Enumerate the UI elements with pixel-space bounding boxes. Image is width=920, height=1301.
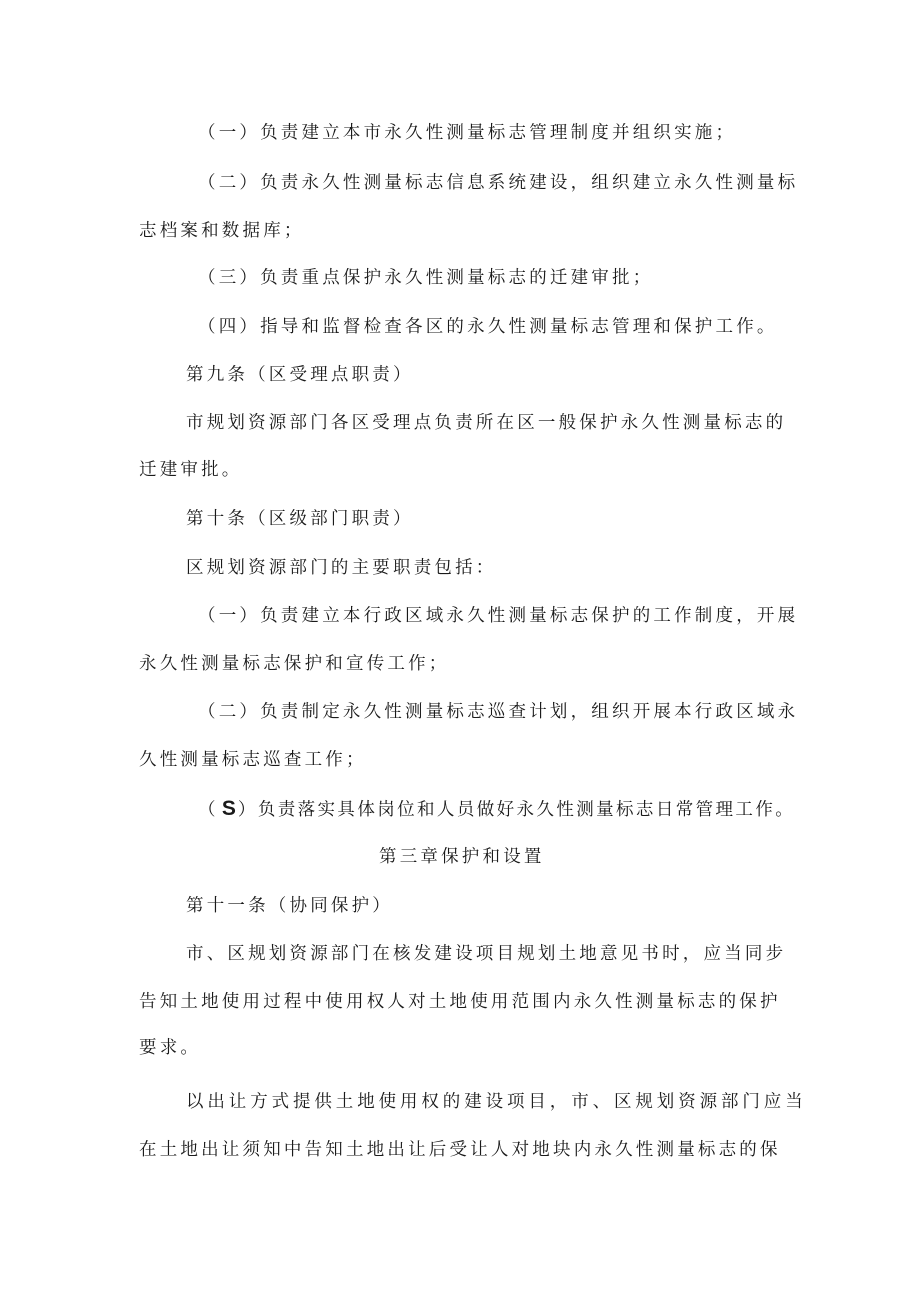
item-3-text: ）负责落实具体岗位和人员做好永久性测量标志日常管理工作。 bbox=[237, 800, 796, 820]
list-item-2-information-system: （二）负责永久性测量标志信息系统建设，组织建立永久性测量标 bbox=[198, 173, 799, 193]
item-3-open-paren: （ bbox=[198, 800, 218, 820]
article-11-paragraph-2: 以出让方式提供土地使用权的建设项目，市、区规划资源部门应当 bbox=[186, 1092, 807, 1112]
chapter-3-title: 第三章保护和设置 bbox=[379, 847, 545, 867]
article-9-heading: 第九条（区受理点职责） bbox=[186, 365, 414, 385]
article-10-heading: 第十条（区级部门职责） bbox=[186, 509, 414, 529]
list-item-1-citywide-system: （一）负责建立本市永久性测量标志管理制度并组织实施； bbox=[198, 123, 737, 143]
article-10-item-1-continuation: 永久性测量标志保护和宣传工作； bbox=[139, 654, 450, 674]
article-10-item-2: （二）负责制定永久性测量标志巡查计划，组织开展本行政区域永 bbox=[198, 702, 799, 722]
article-10-item-1: （一）负责建立本行政区域永久性测量标志保护的工作制度，开展 bbox=[198, 606, 799, 626]
item-3-s-mark: S bbox=[221, 797, 236, 820]
article-10-item-3 bbox=[198, 797, 795, 822]
article-10-item-2-continuation: 久性测量标志巡查工作； bbox=[139, 750, 367, 770]
article-11-paragraph-2-continuation: 在土地出让须知中告知土地出让后受让人对地块内永久性测量标志的保 bbox=[139, 1140, 781, 1160]
article-11-heading: 第十一条（协同保护） bbox=[186, 896, 393, 916]
article-9-body-continuation: 迁建审批。 bbox=[139, 460, 243, 480]
article-11-body-continuation-1: 告知土地使用过程中使用权人对土地使用范围内永久性测量标志的保护 bbox=[139, 992, 781, 1012]
list-item-4-guidance-supervision: （四）指导和监督检查各区的永久性测量标志管理和保护工作。 bbox=[198, 317, 778, 337]
article-10-intro: 区规划资源部门的主要职责包括： bbox=[186, 558, 497, 578]
article-11-body: 市、区规划资源部门在核发建设项目规划土地意见书时，应当同步 bbox=[186, 944, 787, 964]
list-item-3-relocation-approval: （三）负责重点保护永久性测量标志的迁建审批； bbox=[198, 268, 654, 288]
list-item-2-continuation: 志档案和数据库； bbox=[139, 221, 305, 241]
article-9-body: 市规划资源部门各区受理点负责所在区一般保护永久性测量标志的 bbox=[186, 413, 787, 433]
article-11-body-continuation-2: 要求。 bbox=[139, 1038, 202, 1058]
